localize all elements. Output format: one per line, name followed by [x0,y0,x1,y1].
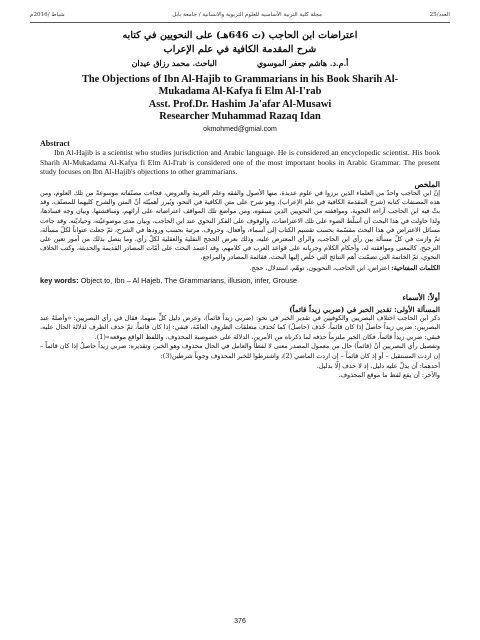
abstract-body: Ibn Al-Hajib is a scientist who studies jurisdiction and Arabic language. He is considered an encyclopedic scientist. His book Sharih Al-Mukadama Al-Kafya fi Elm Al-I'rab is considered one of the most important books in Arabic Grammar. The present study focuses on Ibn Al-Hajib's objections to other grammarians. [40,148,440,177]
page-content [40,28,440,381]
page-number: 376 [234,618,246,625]
arabic-authors [40,59,440,68]
english-author-first: Asst. Prof.Dr. Hashim Ja'afar Al-Musawi [148,98,332,110]
arabic-abstract-heading: الملخص [414,179,440,189]
arabic-title-line2: شرح المقدمة الكافية في علم الإعراب [163,44,317,55]
running-header [30,8,450,23]
arabic-keywords [40,265,440,272]
subsection-title: المسألة الأولى: تقدير الخبر في (ضربي زيداً قائماً) [289,304,440,314]
paragraph-4: والآخر: أن يقع لفظ ما موقع المحذوف. [338,371,440,380]
arabic-keywords-text: اعتراض، ابن الحاجب، النحويون، توهّم، استدلال، حجج. [249,264,390,272]
header-date: شباط /2016م [30,12,65,18]
abstract-heading: Abstract [40,139,70,149]
english-keywords-text: Object to, Ibn – Al Hajeb, The Grammarians, illusion, infer, Grouse [80,275,298,285]
english-keywords-label: key words: [40,275,79,285]
paragraph-1: ذكر ابن الحاجب اختلاف البصريين والكوفيين في تقدير الخبر في نحو: (ضربي زيداً قائماً)، وعرض دليل كلٍّ منهما، فقال في رأي البصريين: «وأصلهُ عند البصريين: ضربي زيداً حاصلٌ إذا كان قائماً، حُذف (حاصلٌ) كما تُحذف متعلقات الظروف العامّة، فبقي: إذا كان قائماً، ثمّ حذف الظرف لدلالة الحال عليه، فبقي: ضربي زيداً قائماً، فكان الخبر ملتزماً حذفه لما ذكرناه من الأمرين، الدلالة على خصوصية المحذوف، واللفظ الواقع موقعه»(1). [40,313,440,341]
english-author-second: Researcher Muhammad Razaq Idan [159,110,321,122]
arabic-abstract-body: إنّ ابن الحاجب واحدٌ من العلماء الذين برزوا في علوم عديدة، منها الأصول والفقه وعلم العربية والعروض، فجاءت مصنّفاته موسوعةً من تلك العلوم، ومن هذه المصنفات كتابه (شرح المقدمة الكافية في علم الإعراب)، وهو شرح على متن الكافية في النحو، ويُبرز أهميّتَه أنّ المتن والشرح كليهما للمصنّف، وقد بثّ فيه ابن الحاجب آراءه النحوية، وموافقته من النحويين الذين سبقوه، ومن مواضع تلك المواقف اعتراضاته على آرائهم، ومناقشتها، وبيان وجه فسادها، ولذا حاولت في هذا البحث أن أسلّط الضوء على تلك الاعتراضات، والوقوف على الفكر النحوي عند ابن الحاجب، وبيان مدى موضوعيّته، وحياديّته. وقد جاءت مسائل الاعتراض في هذا البحث مقسّمة بحسب تقسيم الكتاب إلى أسماء، وأفعال، وحروف، مرتبة بحسب ورودها في الشرح، ثمّ جعلت عنواناً لكلّ مسألة، ثمّ وازنت في كلّ مسألة بين رأي ابن الحاجب، والرأي المعترض عليه، وذلك بعرض الحجج النقلية والعقلية لكلّ رأي، وما يتصل بذلك من أمور تعين على الترجيح، كالمعنى وموافقته له، وأحكام الكلام وجريانه على قواعد العرب في كلامهم، وقد اعتمد البحث على أمّات المصادر القديمة والحديثة، وكتب الخلاف النحوي، ثمّ الخاتمة التي تضمّنت أهم النتائج التي خلُص إليها البحث، فقائمة المصادر والمراجع. [40,189,440,262]
arabic-author-second: الباحث. محمد رزاق عيدان [131,59,217,68]
arabic-author-first: أ.م.د. هاشم جعفر الموسوي [256,59,349,68]
arabic-title-line1: اعتراضات ابن الحاجب (ت 646هـ) على النحويين في كتابه [122,30,358,41]
english-title-line2: Mukadama Al-Kafya fi Elm Al-I'rab [158,86,322,98]
header-issue: العدد/25 [429,12,450,18]
section-title: أولاً: الأسماء [402,292,440,302]
header-journal: مجلة كلية التربية الأساسية للعلوم التربوية والانسانية / جامعة بابل [172,12,322,18]
author-email: okmohmed@gmial.com [203,126,277,134]
arabic-keywords-label: الكلمات المفتاحية: [391,264,440,272]
english-title-line1: The Objections of Ibn Al-Hajib to Grammarians in his Book Sharih Al- [81,74,399,85]
english-title-block [40,74,440,123]
english-keywords [40,276,440,285]
paragraph-3: أحدهما: أن يدلّ عليه دليل، إذ لا حذف إلّا بدليل. [316,361,440,370]
paragraph-2: وتفصيل رأي البصريين أنّ (قائماً) حال من معمول المصدر معنى لا لفظاً والعامل في الحال محذوف وهو الخبر، وتقديره: ضربي زيداً حاصلٌ إذا كان قائماً – إن اردت المستقبل – أو إذ كان قائماً – إن اردت الماضي (2)، واشترطوا للخبر المحذوف وجوباً شرطين(3): [40,342,440,360]
